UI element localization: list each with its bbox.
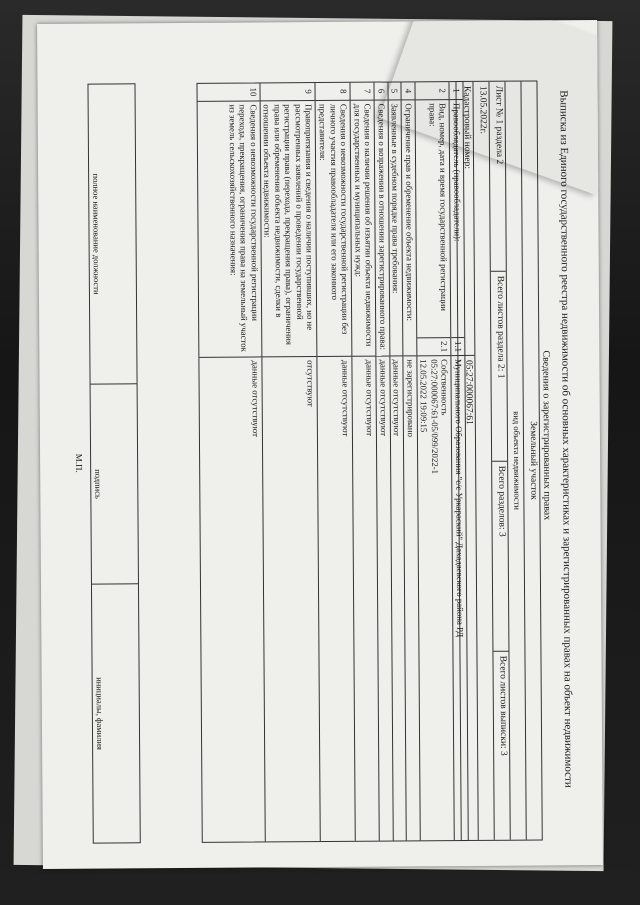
row-value: Муниципального Образования "с/с Уркараский" Дахадаевского района РД	[453, 358, 466, 638]
row-subnumber: 1.1	[452, 338, 465, 356]
object-type-caption: вид объекта недвижимости	[511, 411, 523, 510]
row-value: данные отсутствуют	[391, 359, 403, 436]
sheets-in-section: Всего листов раздела 2: 1	[491, 272, 507, 462]
row-value: данные отсутствуют	[364, 359, 376, 437]
table-row	[259, 83, 320, 841]
document-page	[37, 20, 603, 869]
total-sheets: Всего листов выписки: 3	[497, 655, 509, 756]
cadastral-number: 05:27:000067:61	[463, 359, 474, 425]
row-number: 4	[402, 82, 415, 100]
row-number: 6	[375, 83, 388, 101]
row-label: Сведения о невозможности государственной регистрации перехода, прекращения, ограничения права на земельный участок из земель сельскохозяйственного назначения:	[197, 101, 261, 357]
row-label: Правообладатель (правообладатели):	[450, 100, 464, 338]
row-number: 2	[415, 82, 449, 100]
table-row	[414, 82, 454, 840]
rights-table	[196, 81, 469, 843]
row-number: 8	[316, 83, 350, 101]
row-number: 5	[388, 82, 401, 100]
row-value: данные отсутствуют	[340, 359, 352, 437]
stamp-label: М.П.	[74, 453, 85, 473]
row-subnumber: 2.1	[417, 338, 451, 356]
object-type: Земельный участок	[527, 421, 539, 500]
cadastral-label: Кадастровый номер:	[456, 82, 474, 356]
header-table	[455, 80, 542, 841]
row-label: Заявленные в судебном порядке права требования:	[388, 100, 402, 356]
signature-table	[87, 83, 140, 843]
row-number: 7	[351, 83, 374, 101]
position-caption: полное наименование должности	[88, 84, 136, 384]
row-label: Сведения о невозможности государственной регистрации без личного участия правообладателя или его законного представителя:	[316, 101, 351, 357]
signature-caption: подпись	[91, 384, 138, 584]
initials-caption: инициалы, фамилия	[94, 677, 106, 750]
row-label: Правопритязания и сведения о наличии поступивших, но не рассмотренных заявлений о проведении государственной регистрации права (перехода, прекращения права), ограничения права или обременения объекта недвижимости, сделки в отношении объекта недвижимости:	[260, 101, 317, 357]
sheet-label: Лист № 1 раздела 2	[489, 82, 505, 272]
document-subtitle: Сведения о зарегистрированных правах	[540, 350, 553, 521]
row-value: отсутствуют	[305, 360, 317, 407]
total-sections: Всего разделов: 3	[492, 462, 508, 652]
row-number: 1	[450, 82, 463, 100]
row-label: Сведения о наличии решения об изъятии объекта недвижимости для государственных и муниципальных нужд:	[351, 101, 376, 357]
row-label: Вид, номер, дата и время государственной регистрации права:	[415, 100, 450, 338]
row-label: Ограничение прав и обременение объекта недвижимости:	[402, 100, 416, 356]
document-date: 13.05.2022г.	[477, 85, 488, 134]
row-number: 9	[260, 83, 315, 101]
row-value: не зарегистрировано	[405, 359, 416, 438]
table-row	[197, 83, 264, 841]
row-value: данные отсутствуют	[378, 359, 389, 437]
row-label: Сведения о возражении в отношении зарегистрированного права:	[375, 101, 389, 357]
row-value: Собственность 05:27:000067:61-05/099/2022-1 12.05.2022 19:09:15	[418, 359, 451, 475]
rotated-document	[55, 50, 581, 869]
row-value: данные отсутствуют	[250, 360, 261, 437]
table-row	[315, 83, 355, 841]
document-title: Выписка из Единого государственного реестра недвижимости об основных характеристиках и зарегистрированных правах на объект недвижимости	[557, 90, 575, 788]
row-number: 10	[197, 83, 259, 101]
